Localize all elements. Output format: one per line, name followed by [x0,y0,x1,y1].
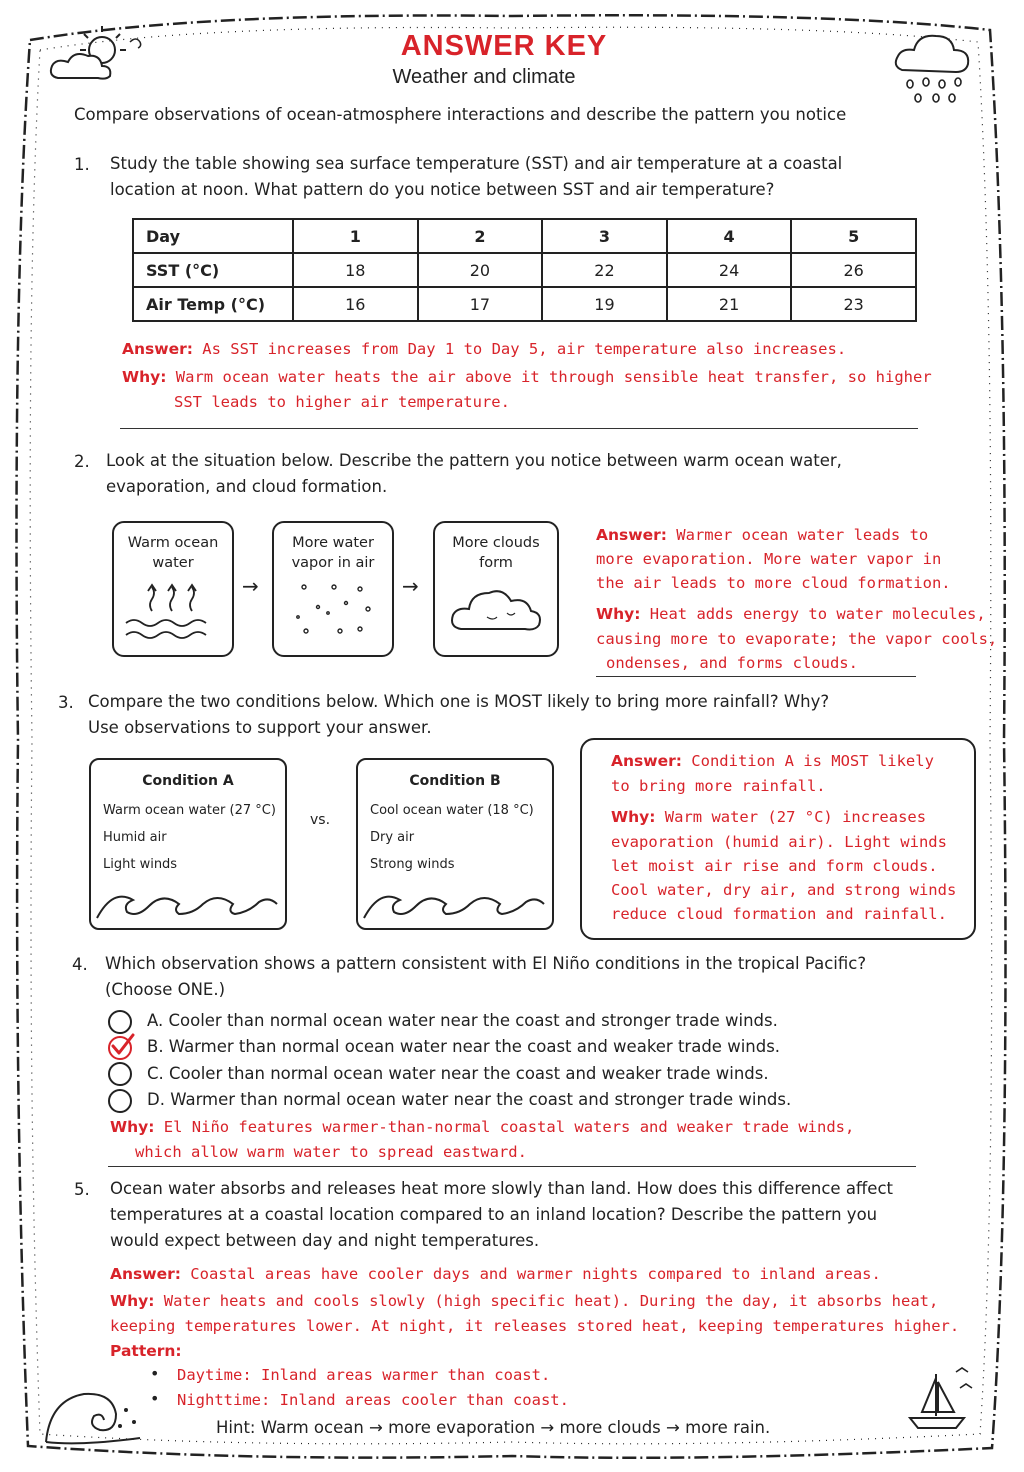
why-label: Why: [611,808,656,826]
q2-answer-line1 [596,523,928,548]
table-cell: 26 [791,253,916,287]
q2-why-text: Heat adds energy to water molecules, [649,605,986,623]
q1-answer [122,337,846,362]
q5-answer-text: Coastal areas have cooler days and warmer nights compared to inland areas. [190,1265,881,1283]
q1-why-text: Warm ocean water heats the air above it through sensible heat transfer, so higher [175,368,932,386]
table-cell: 19 [542,287,667,321]
q5-why-line2: keeping temperatures lower. At night, it releases stored heat, keeping temperatures higher. [110,1317,960,1335]
table-cell: 24 [667,253,792,287]
option-b-label[interactable]: B. Warmer than normal ocean water near the coast and weaker trade winds. [147,1037,781,1056]
bullet-icon: • [150,1364,160,1383]
why-label: Why: [110,1118,155,1136]
q3-answer-line1 [611,749,934,774]
q3-why-line3: let moist air rise and form clouds. [611,857,938,875]
answer-label: Answer: [122,340,193,358]
page-title: ANSWER KEY [400,30,608,62]
footer-hint: Hint: Warm ocean → more evaporation → more clouds → more rain. [216,1418,771,1437]
q3-why-line4: Cool water, dry air, and strong winds [611,881,957,899]
arrow-icon: → [242,574,259,598]
answer-label: Answer: [611,752,682,770]
arrow-icon: → [402,574,419,598]
water-vapor-box [272,521,394,657]
q3-number: 3. [58,693,74,712]
checkmark-icon [106,1030,136,1060]
q1-why [122,365,932,390]
wave-swirl-icon [40,1380,150,1450]
table-row [133,287,916,321]
box-label-line2: water [152,555,194,571]
q3-why-line2: evaporation (humid air). Light winds [611,833,947,851]
condition-b-title: Condition B [409,773,501,789]
clouds-box [433,521,559,657]
table-cell: SST (°C) [133,253,293,287]
q5-pattern [110,1339,182,1364]
option-c-label[interactable]: C. Cooler than normal ocean water near the coast and weaker trade winds. [147,1064,769,1083]
q2-answer-text: Warmer ocean water leads to [676,526,929,544]
table-cell: 16 [293,287,418,321]
table-cell: 23 [791,287,916,321]
condition-b-line: Cool ocean water (18 °C) [370,803,534,818]
q2-why-line2: causing more to evaporate; the vapor cools, [596,630,998,648]
divider [120,428,918,429]
q5-text-line3: would expect between day and night temperatures. [110,1231,540,1250]
condition-a-line: Humid air [103,830,167,845]
q4-number: 4. [72,955,88,974]
q5-text-line1: Ocean water absorbs and releases heat more slowly than land. How does this difference affect [110,1179,893,1198]
q2-why-line1 [596,602,986,627]
q4-why-line2: which allow warm water to spread eastward. [135,1143,527,1161]
q1-number: 1. [74,155,90,174]
q5-number: 5. [74,1180,90,1199]
q5-why [110,1289,938,1314]
q2-text-line2: evaporation, and cloud formation. [106,477,388,496]
vapor-dots-icon [284,579,380,645]
table-cell: 3 [542,219,667,253]
q2-answer-line3: the air leads to more cloud formation. [596,574,951,592]
bullet-icon: • [150,1389,160,1408]
sst-table [132,218,917,322]
q1-why-line2: SST leads to higher air temperature. [174,393,510,411]
table-cell: 22 [542,253,667,287]
why-label: Why: [596,605,641,623]
box-label-line1: More water [292,535,374,551]
warm-water-icon [122,579,222,645]
condition-a-line: Light winds [103,857,178,872]
option-c-radio[interactable] [108,1062,132,1086]
table-cell: 21 [667,287,792,321]
q2-number: 2. [74,452,90,471]
table-row [133,253,916,287]
answer-label: Answer: [110,1265,181,1283]
option-a-label[interactable]: A. Cooler than normal ocean water near the coast and stronger trade winds. [147,1011,778,1030]
q4-text-line2: (Choose ONE.) [105,980,226,999]
table-cell: 2 [418,219,543,253]
condition-a-line: Warm ocean water (27 °C) [103,803,276,818]
q3-text-line2: Use observations to support your answer. [88,718,432,737]
q1-text-line1: Study the table showing sea surface temperature (SST) and air temperature at a coastal [110,154,843,173]
answer-label: Answer: [596,526,667,544]
table-cell: 1 [293,219,418,253]
table-cell: Day [133,219,293,253]
q5-text-line2: temperatures at a coastal location compared to an inland location? Describe the pattern you [110,1205,878,1224]
q2-text-line1: Look at the situation below. Describe the pattern you notice between warm ocean water, [106,451,842,470]
box-label-line2: vapor in air [291,555,375,571]
q1-text-line2: location at noon. What pattern do you notice between SST and air temperature? [110,180,775,199]
divider [108,1166,916,1167]
page-subtitle: Weather and climate [392,66,576,88]
table-cell: 5 [791,219,916,253]
condition-b-line: Dry air [370,830,415,845]
q2-answer-line2: more evaporation. More water vapor in [596,550,942,568]
table-cell: 20 [418,253,543,287]
sailboat-icon [900,1360,986,1436]
q4-why [110,1115,854,1140]
pattern-label: Pattern: [110,1342,182,1360]
box-label-line2: form [479,555,513,571]
waves-icon [93,884,281,924]
versus-label: vs. [310,812,331,828]
table-cell: 17 [418,287,543,321]
option-d-radio[interactable] [108,1089,132,1113]
table-row [133,219,916,253]
q4-why-text: El Niño features warmer-than-normal coastal waters and weaker trade winds, [163,1118,855,1136]
intro-text: Compare observations of ocean-atmosphere interactions and describe the pattern you notice [74,105,847,124]
q3-text-line1: Compare the two conditions below. Which one is MOST likely to bring more rainfall? Why? [88,692,830,711]
why-label: Why: [110,1292,155,1310]
divider [596,676,916,677]
condition-b-line: Strong winds [370,857,455,872]
condition-a-card [89,758,287,930]
condition-b-card [356,758,554,930]
why-label: Why: [122,368,167,386]
q5-why-text: Water heats and cools slowly (high specific heat). During the day, it absorbs heat, [163,1292,939,1310]
warm-ocean-box [112,521,234,657]
q5-bullet-nighttime: Nighttime: Inland areas cooler than coast. [177,1391,569,1409]
q4-text-line1: Which observation shows a pattern consistent with El Niño conditions in the tropical Pacific? [105,954,867,973]
q5-answer [110,1262,881,1287]
q3-answer-line2: to bring more rainfall. [611,777,826,795]
q3-why-text: Warm water (27 °C) increases [664,808,927,826]
q3-why-line5: reduce cloud formation and rainfall. [611,905,947,923]
q3-answer-text: Condition A is MOST likely [691,752,934,770]
table-cell: 18 [293,253,418,287]
waves-icon [360,884,548,924]
option-d-label[interactable]: D. Warmer than normal ocean water near the coast and stronger trade winds. [147,1090,792,1109]
table-cell: Air Temp (°C) [133,287,293,321]
cloud-icon [447,577,547,643]
box-label-line1: More clouds [452,535,540,551]
q3-why-line1 [611,805,926,830]
condition-a-title: Condition A [142,773,234,789]
q2-why-line3: ondenses, and forms clouds. [606,654,858,672]
q5-bullet-daytime: Daytime: Inland areas warmer than coast. [177,1366,551,1384]
box-label-line1: Warm ocean [127,535,219,551]
table-cell: 4 [667,219,792,253]
q1-answer-text: As SST increases from Day 1 to Day 5, air temperature also increases. [202,340,847,358]
